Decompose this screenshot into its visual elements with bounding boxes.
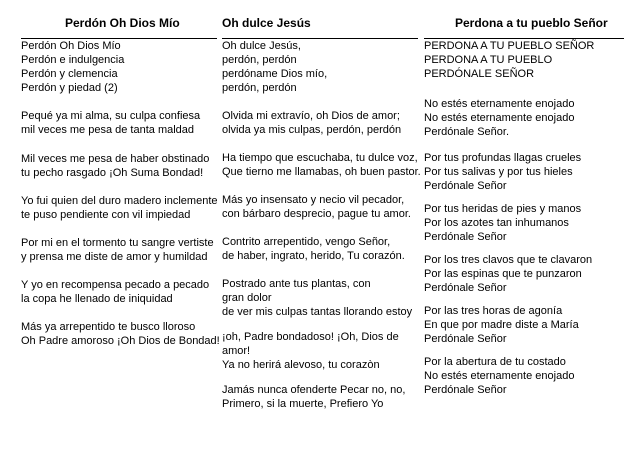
stanza	[424, 97, 624, 139]
lyric-line: de ver mis culpas tantas llorando estoy	[222, 306, 413, 318]
lyric-line: Perdónale Señor	[424, 333, 507, 345]
lyric-line: Perdónale Señor.	[424, 126, 510, 138]
stanza	[21, 152, 217, 180]
stanza	[21, 236, 217, 264]
lyric-line: PERDÓNALE SEÑOR	[424, 68, 535, 80]
stanza	[424, 355, 624, 397]
lyric-line: y prensa me diste de amor y humildad	[21, 251, 208, 263]
lyric-line: Y yo en recompensa pecado a pecado	[21, 279, 210, 291]
lyric-line: No estés eternamente enojado	[424, 370, 575, 382]
lyric-line: Primero, si la muerte, Prefiero Yo	[222, 398, 384, 410]
lyric-line: Perdón y clemencia	[21, 68, 118, 80]
column-title-perdon-oh-dios-mio: Perdón Oh Dios Mío	[65, 16, 180, 30]
stanza	[222, 383, 418, 411]
lyric-line: olvida ya mis culpas, perdón, perdón	[222, 124, 402, 136]
lyric-line: Perdónale Señor	[424, 231, 507, 243]
lyric-line: Por los azotes tan inhumanos	[424, 217, 569, 229]
lyric-line: Perdón y piedad (2)	[21, 82, 118, 94]
stanza	[222, 39, 418, 95]
lyric-line: Perdón e indulgencia	[21, 54, 125, 66]
stanza	[21, 39, 217, 95]
stanza	[21, 278, 217, 306]
column-perdon-oh-dios-mio	[21, 38, 220, 358]
lyric-line: Por las tres horas de agonía	[424, 305, 563, 317]
stanza	[21, 194, 217, 222]
column-oh-dulce-jesus	[222, 38, 421, 422]
lyric-line: Más ya arrepentido te busco lloroso	[21, 321, 196, 333]
stanza	[222, 330, 418, 372]
stanza	[424, 304, 624, 346]
lyric-line: ¡oh, Padre bondadoso! ¡Oh, Dios de amor!	[222, 331, 399, 357]
lyric-line: de haber, ingrato, herido, Tu corazón.	[222, 250, 405, 262]
lyric-line: Perdónale Señor	[424, 384, 507, 396]
stanza	[222, 235, 418, 263]
lyric-line: Jamás nunca ofenderte Pecar no, no,	[222, 384, 406, 396]
stanza	[424, 151, 624, 193]
stanza	[222, 193, 418, 221]
stanza	[424, 253, 624, 295]
lyric-line: PERDONA A TU PUEBLO SEÑOR	[424, 40, 595, 52]
lyric-line: Por los tres clavos que te clavaron	[424, 254, 593, 266]
stanza	[21, 320, 220, 348]
lyric-line: Perdón Oh Dios Mío	[21, 40, 121, 52]
lyric-line: Que tierno me llamabas, oh buen pastor.	[222, 166, 421, 178]
stanza	[222, 109, 418, 137]
lyric-line: Por tus heridas de pies y manos	[424, 203, 582, 215]
lyric-line: la copa he llenado de iniquidad	[21, 293, 173, 305]
column-perdona-a-tu-pueblo	[424, 38, 624, 406]
lyric-line: Perdónale Señor	[424, 282, 507, 294]
lyric-line: En que por madre diste a María	[424, 319, 579, 331]
lyric-line: Por las espinas que te punzaron	[424, 268, 582, 280]
lyric-line: Oh Padre amoroso ¡Oh Dios de Bondad!	[21, 335, 220, 347]
lyric-line: perdón, perdón	[222, 82, 297, 94]
stanza	[424, 202, 624, 244]
lyric-line: Por mi en el tormento tu sangre vertiste	[21, 237, 214, 249]
lyric-line: Contrito arrepentido, vengo Señor,	[222, 236, 391, 248]
stanza	[21, 109, 217, 137]
stanza	[222, 151, 421, 179]
column-title-oh-dulce-jesus: Oh dulce Jesús	[222, 16, 311, 30]
column-title-perdona-a-tu-pueblo: Perdona a tu pueblo Señor	[455, 16, 608, 30]
lyric-line: Oh dulce Jesús,	[222, 40, 301, 52]
lyric-line: Por tus profundas llagas crueles	[424, 152, 582, 164]
lyric-line: Yo fui quien del duro madero inclemente	[21, 195, 218, 207]
lyric-line: Mil veces me pesa de haber obstinado	[21, 153, 210, 165]
stanza	[222, 277, 418, 319]
lyric-line: Postrado ante tus plantas, con gran dolor	[222, 278, 371, 304]
lyric-line: Perdónale Señor	[424, 180, 507, 192]
lyric-line: perdón, perdón	[222, 54, 297, 66]
lyric-line: Ha tiempo que escuchaba, tu dulce voz,	[222, 152, 418, 164]
lyric-line: con bárbaro desprecio, pague tu amor.	[222, 208, 411, 220]
lyric-line: Ya no herirá alevoso, tu corazòn	[222, 359, 380, 371]
stanza	[424, 39, 624, 81]
lyric-line: te puso pendiente con vil impiedad	[21, 209, 191, 221]
lyric-line: tu pecho rasgado ¡Oh Suma Bondad!	[21, 167, 204, 179]
lyric-line: Pequé ya mi alma, su culpa confiesa	[21, 110, 201, 122]
lyric-line: No estés eternamente enojado	[424, 112, 575, 124]
lyric-line: perdóname Dios mío,	[222, 68, 328, 80]
lyric-line: PERDONA A TU PUEBLO	[424, 54, 553, 66]
lyric-line: Por la abertura de tu costado	[424, 356, 566, 368]
lyric-line: Más yo insensato y necio vil pecador,	[222, 194, 405, 206]
lyric-line: mil veces me pesa de tanta maldad	[21, 124, 195, 136]
lyric-line: Olvida mi extravío, oh Dios de amor;	[222, 110, 400, 122]
lyric-line: Por tus salivas y por tus hieles	[424, 166, 573, 178]
lyric-line: No estés eternamente enojado	[424, 98, 575, 110]
